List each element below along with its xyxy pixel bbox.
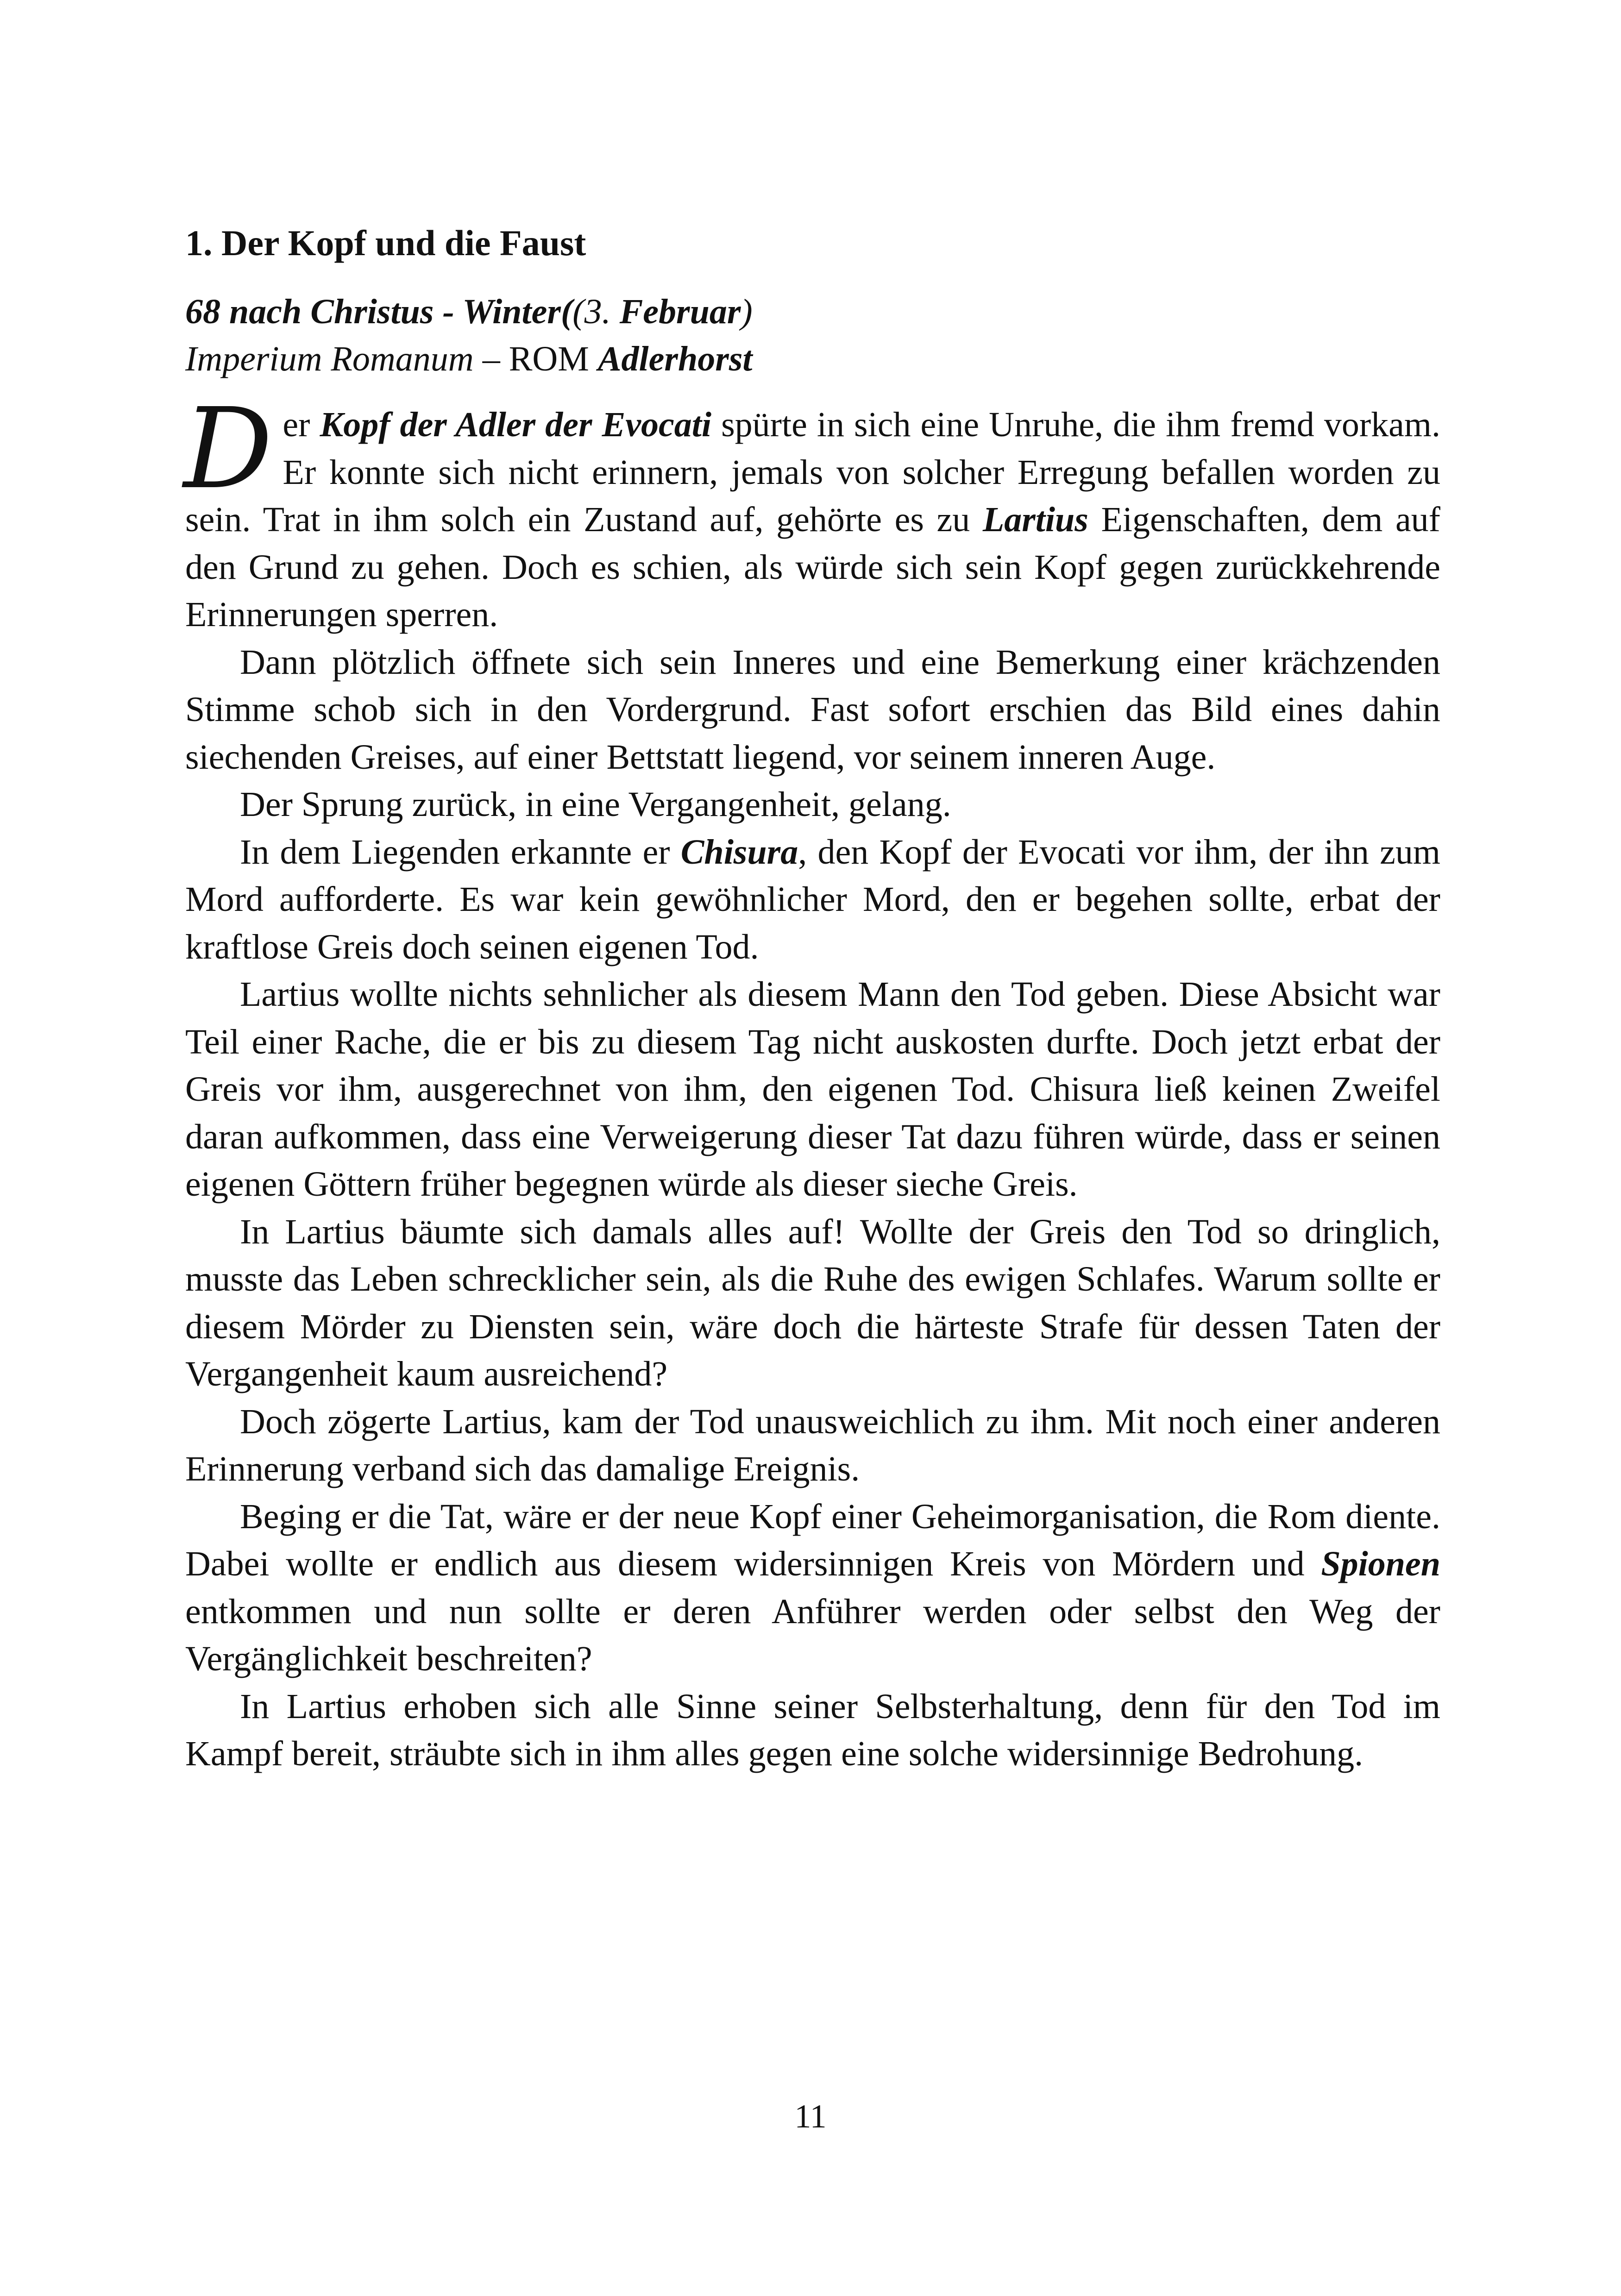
page-number: 11	[794, 2098, 827, 2135]
scene-date-close: )	[741, 292, 753, 331]
paragraph-1-text-b: spürte in sich eine Unruhe, die ihm fremd vorkam. Er konnte sich nicht erinnern, jemals von solcher Erregung befallen worden zu sein. Trat in ihm solch ein Zustand auf, gehörte es zu	[185, 405, 1440, 539]
page-content	[185, 218, 1440, 1778]
scene-date-paren: (	[560, 292, 573, 331]
paragraph-8	[185, 1493, 1440, 1683]
chapter-title: 1. Der Kopf und die Faust	[185, 223, 586, 263]
scene-date-month: Februar	[619, 292, 741, 331]
paragraph-5: Lartius wollte nichts sehnlicher als diesem Mann den Tod geben. Diese Absicht war Teil einer Rache, die er bis zu diesem Tag nicht auskosten durfte. Doch jetzt erbat der Greis vor ihm, ausgerechnet von ihm, den eigenen Tod. Chisura ließ keinen Zweifel daran aufkommen, dass eine Verweigerung dieser Tat dazu führen würde, dass er seinen eigenen Göttern früher begegnen würde als dieser sieche Greis.	[185, 975, 1440, 1204]
paragraph-4-text-a: In dem Liegenden erkannte er	[240, 832, 681, 872]
paragraph-2: Dann plötzlich öffnete sich sein Inneres und eine Bemerkung einer krächzenden Stimme schob sich in den Vordergrund. Fast sofort erschien das Bild eines dahin siechenden Greises, auf einer Bettstatt liegend, vor seinem inneren Auge.	[185, 642, 1440, 777]
paragraph-1-text-c: Eigenschaften, dem auf den Grund zu gehen. Doch es schien, als würde sich sein Kopf gegen zurückkehrende Erinnerungen sperren.	[185, 500, 1440, 634]
paragraph-1-emph-b: Lartius	[982, 500, 1088, 539]
scene-location-line	[185, 335, 1440, 383]
drop-cap: D	[183, 384, 273, 514]
paragraph-7: Doch zögerte Lartius, kam der Tod unausweichlich zu ihm. Mit noch einer anderen Erinnerung verband sich das damalige Ereignis.	[185, 1402, 1440, 1488]
scene-location-city: – ROM	[473, 339, 598, 378]
scene-date-year: 68 nach Christus - Winter	[185, 292, 561, 331]
paragraph-4	[185, 828, 1440, 971]
paragraph-6: In Lartius bäumte sich damals alles auf! Wollte der Greis den Tod so dringlich, musste das Leben schrecklicher sein, als die Ruhe des ewigen Schlafes. Warum sollte er diesem Mörder zu Diensten sein, wäre doch die härteste Strafe für dessen Taten der Vergangenheit kaum ausreichend?	[185, 1212, 1440, 1393]
paragraph-1-emph-a: Kopf der Adler der Evocati	[320, 405, 712, 444]
paragraph-8-emph: Spionen	[1321, 1544, 1440, 1583]
scene-location-place: Adlerhorst	[597, 339, 753, 378]
scene-date-line	[185, 288, 1440, 335]
paragraph-9: In Lartius erhoben sich alle Sinne seiner Selbsterhaltung, denn für den Tod im Kampf bereit, sträubte sich in ihm alles gegen eine solche widersinnige Bedrohung.	[185, 1687, 1440, 1773]
paragraph-4-emph: Chisura	[680, 832, 798, 872]
paragraph-1	[183, 384, 1440, 639]
scene-date-day: (3.	[572, 292, 620, 331]
paragraph-3: Der Sprung zurück, in eine Vergangenheit, gelang.	[240, 785, 951, 824]
paragraph-1-text-a: er	[283, 405, 320, 444]
paragraph-8-text-a: Beging er die Tat, wäre er der neue Kopf einer Geheimorganisation, die Rom diente. Dabei wollte er endlich aus diesem widersinnigen Kreis von Mördern und	[185, 1497, 1440, 1583]
paragraph-4-text-b: , den Kopf der Evocati vor ihm, der ihn zum Mord aufforderte. Es war kein gewöhnlicher Mord, den er begehen sollte, erbat der kraftlose Greis doch seinen eigenen Tod.	[185, 832, 1440, 966]
scene-location-empire: Imperium Romanum	[185, 339, 474, 378]
scene-header	[185, 288, 1440, 383]
paragraph-8-text-b: entkommen und nun sollte er deren Anführer werden oder selbst den Weg der Vergänglichkeit beschreiten?	[185, 1592, 1440, 1678]
